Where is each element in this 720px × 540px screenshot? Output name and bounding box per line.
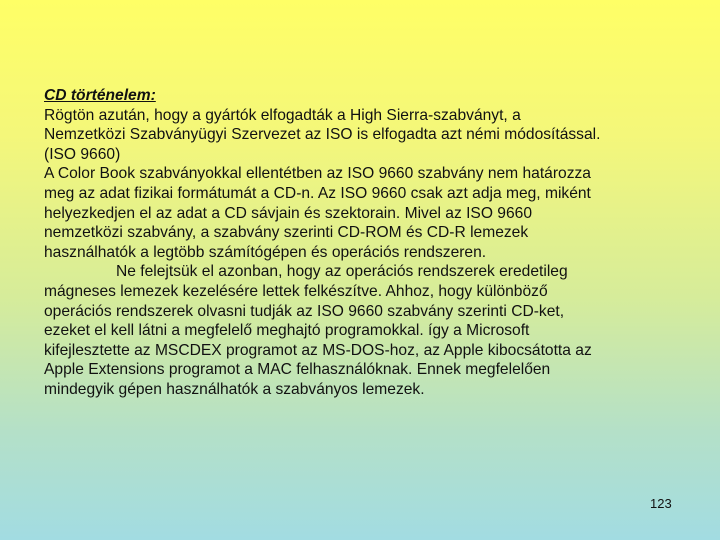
body-line: Apple Extensions programot a MAC felhasználóknak. Ennek megfelelően bbox=[44, 361, 551, 379]
body-line: helyezkedjen el az adat a CD sávjain és szektorain. Mivel az ISO 9660 bbox=[44, 204, 532, 222]
body-line: (ISO 9660) bbox=[44, 145, 121, 163]
slide-heading: CD történelem: bbox=[44, 87, 156, 104]
page-number: 123 bbox=[650, 496, 672, 511]
body-line: ezeket el kell látni a megfelelő meghajtó programokkal. így a Microsoft bbox=[44, 322, 530, 340]
body-line: kifejlesztette az MSCDEX programot az MS-DOS-hoz, az Apple kibocsátotta az bbox=[44, 341, 592, 359]
body-line: operációs rendszerek olvasni tudják az ISO 9660 szabvány szerinti CD-ket, bbox=[44, 302, 565, 320]
body-line: Nemzetközi Szabványügyi Szervezet az ISO is elfogadta azt némi módosítással. bbox=[44, 126, 601, 144]
slide-body bbox=[44, 86, 684, 400]
body-line: nemzetközi szabvány, a szabvány szerinti CD-ROM és CD-R lemezek bbox=[44, 224, 529, 242]
body-line: Rögtön azután, hogy a gyártók elfogadták a High Sierra-szabványt, a bbox=[44, 106, 521, 124]
body-line-indented: Ne felejtsük el azonban, hogy az operációs rendszerek eredetileg bbox=[116, 263, 568, 281]
body-line: A Color Book szabványokkal ellentétben az ISO 9660 szabvány nem határozza bbox=[44, 165, 591, 183]
body-line: mindegyik gépen használhatók a szabványos lemezek. bbox=[44, 380, 425, 398]
body-line: használhatók a legtöbb számítógépen és operációs rendszeren. bbox=[44, 243, 487, 261]
body-line: mágneses lemezek kezelésére lettek felkészítve. Ahhoz, hogy különböző bbox=[44, 282, 548, 300]
body-line: meg az adat fizikai formátumát a CD-n. Az ISO 9660 csak azt adja meg, miként bbox=[44, 184, 591, 202]
